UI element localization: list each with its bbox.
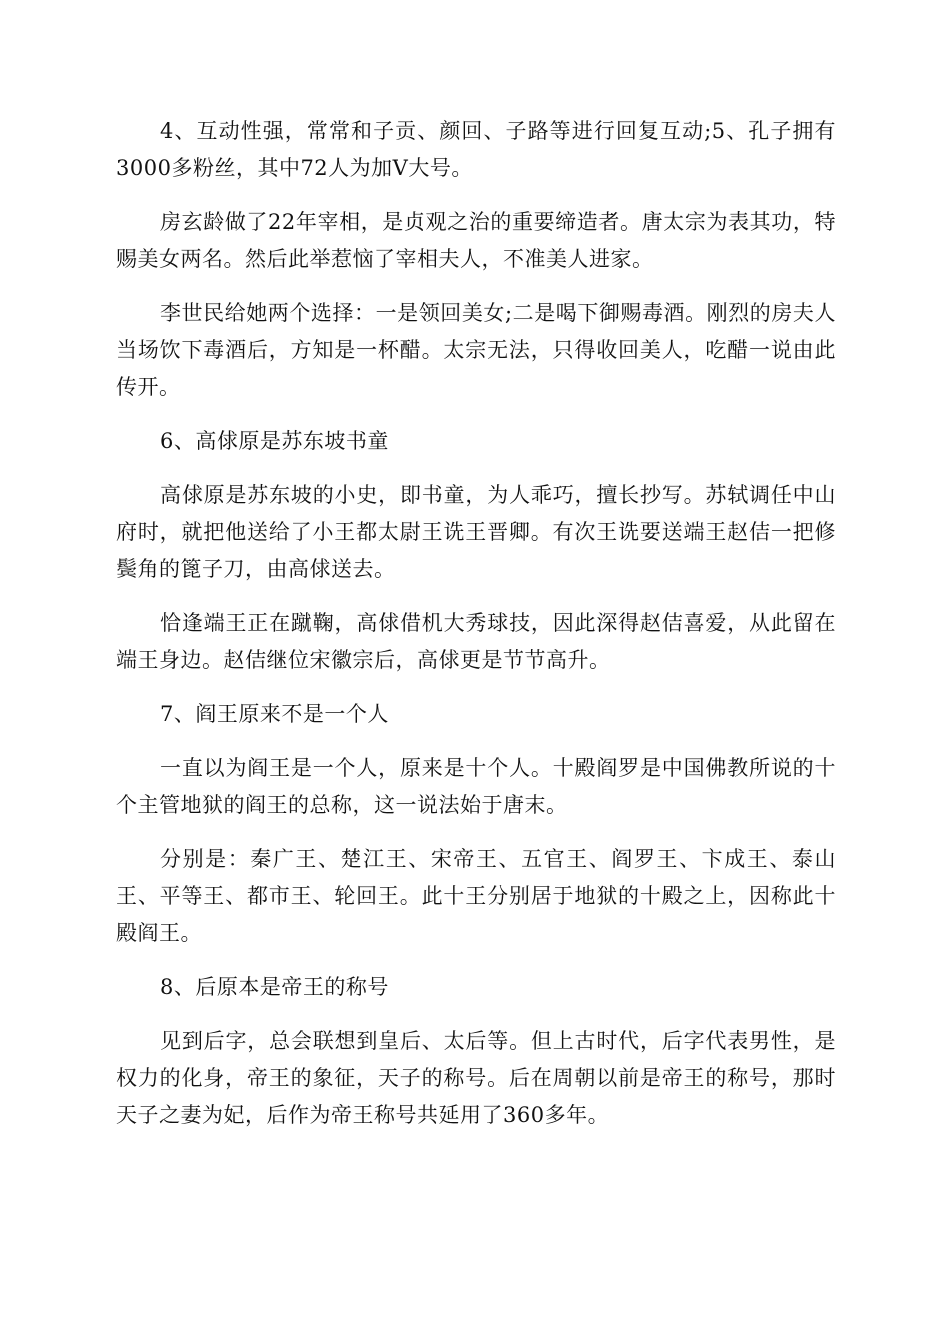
paragraph-gao-qiu-cuju: 恰逢端王正在蹴鞠，高俅借机大秀球技，因此深得赵佶喜爱，从此留在端王身边。赵佶继位宋徽宗后，高俅更是节节高升。 xyxy=(116,611,836,672)
paragraph-gao-qiu-servant: 高俅原是苏东坡的小史，即书童，为人乖巧，擅长抄写。苏轼调任中山府时，就把他送给了小王都太尉王诜王晋卿。有次王诜要送端王赵佶一把修鬓角的篦子刀，由高俅送去。 xyxy=(116,483,836,581)
paragraph-ten-kings-list: 分别是：秦广王、楚江王、宋帝王、五官王、阎罗王、卞成王、泰山王、平等王、都市王、轮回王。此十王分别居于地狱的十殿之上，因称此十殿阎王。 xyxy=(116,847,836,945)
paragraph-vinegar-origin: 李世民给她两个选择：一是领回美女;二是喝下御赐毒酒。刚烈的房夫人当场饮下毒酒后，方知是一杯醋。太宗无法，只得收回美人，吃醋一说由此传开。 xyxy=(116,301,836,399)
paragraph-hou-meaning: 见到后字，总会联想到皇后、太后等。但上古时代，后字代表男性，是权力的化身，帝王的象征，天子的称号。后在周朝以前是帝王的称号，那时天子之妻为妃，后作为帝王称号共延用了360多年。 xyxy=(116,1029,836,1127)
paragraph-fang-xuanling: 房玄龄做了22年宰相，是贞观之治的重要缔造者。唐太宗为表其功，特赐美女两名。然后此举惹恼了宰相夫人，不准美人进家。 xyxy=(116,210,836,271)
paragraph-confucius-interaction: 4、互动性强，常常和子贡、颜回、子路等进行回复互动;5、孔子拥有3000多粉丝，其中72人为加V大号。 xyxy=(116,119,836,180)
paragraph-ten-kings: 一直以为阎王是一个人，原来是十个人。十殿阎罗是中国佛教所说的十个主管地狱的阎王的总称，这一说法始于唐末。 xyxy=(116,756,836,817)
article-body xyxy=(116,113,836,1151)
section-heading-gao-qiu: 6、高俅原是苏东坡书童 xyxy=(160,429,389,453)
section-heading-yama: 7、阎王原来不是一个人 xyxy=(160,702,389,726)
section-heading-hou-title: 8、后原本是帝王的称号 xyxy=(160,975,389,999)
